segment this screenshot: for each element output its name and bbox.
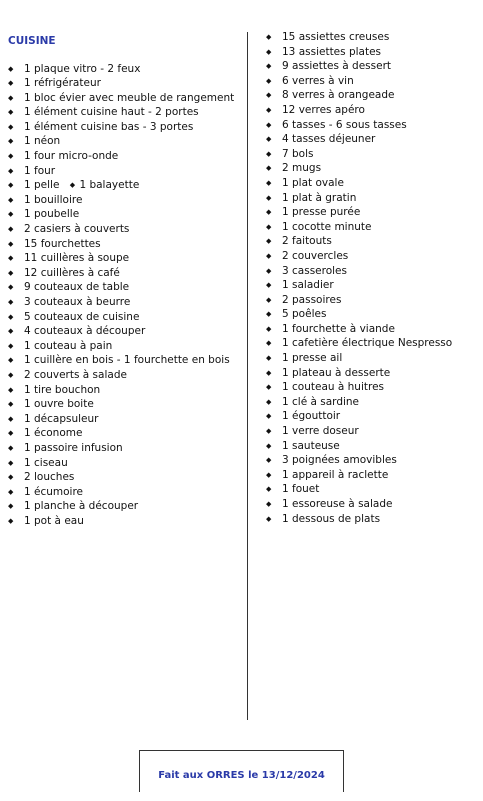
item-text: 2 mugs [282, 162, 322, 175]
bullet-icon: ◆ [8, 429, 14, 438]
item-text: 1 four [24, 164, 56, 177]
list-item [266, 205, 480, 220]
list-item [8, 237, 248, 252]
bullet-icon: ◆ [266, 456, 272, 465]
item-text: 1 sauteuse [282, 439, 340, 452]
list-item [266, 366, 480, 381]
bullet-icon: ◆ [266, 470, 272, 479]
list-item [266, 30, 480, 45]
list-item [8, 470, 248, 485]
list-item [266, 88, 480, 103]
item-text: 1 couteau à pain [24, 339, 113, 352]
list-item [266, 424, 480, 439]
list-item [8, 339, 248, 354]
item-text: 1 tire bouchon [24, 383, 101, 396]
item-text: 8 verres à orangeade [282, 89, 395, 102]
item-text: 4 couteaux à découper [24, 325, 146, 338]
item-text: 9 assiettes à dessert [282, 60, 392, 73]
bullet-icon: ◆ [8, 166, 14, 175]
item-text: 1 poubelle [24, 208, 80, 221]
item-text: 3 couteaux à beurre [24, 296, 131, 308]
bullet-icon: ◆ [266, 76, 272, 85]
bullet-icon: ◆ [8, 137, 14, 146]
bullet-icon: ◆ [266, 383, 272, 392]
item-text: 1 élément cuisine bas - 3 portes [24, 120, 194, 133]
item-text: 1 verre doseur [282, 425, 359, 438]
bullet-icon: ◆ [8, 93, 14, 102]
bullet-icon: ◆ [8, 254, 14, 263]
item-text: 1 plat à gratin [282, 191, 357, 204]
item-text: 5 couteaux de cuisine [24, 310, 140, 323]
bullet-icon: ◆ [266, 441, 272, 450]
list-item [8, 62, 248, 77]
bullet-icon: ◆ [266, 193, 272, 202]
item-text: 1 cocotte minute [282, 220, 372, 233]
list-item [8, 310, 248, 325]
list-item [8, 499, 248, 514]
bullet-icon: ◆ [266, 251, 272, 260]
bullet-icon: ◆ [266, 222, 272, 231]
item-text: 1 économe [24, 427, 83, 440]
bullet-icon: ◆ [69, 181, 76, 190]
bullet-icon: ◆ [8, 385, 14, 394]
list-item [8, 91, 248, 106]
item-text: 1 fourchette à viande [282, 322, 395, 335]
item-text: 15 fourchettes [24, 237, 101, 250]
list-item [266, 191, 480, 206]
item-text: 1 bouilloire [24, 193, 83, 206]
bullet-icon: ◆ [8, 312, 14, 321]
bullet-icon: ◆ [266, 368, 272, 377]
left-inventory-list [8, 62, 248, 529]
right-inventory-list [266, 30, 480, 526]
item-text: 1 bloc évier avec meuble de rangement [24, 91, 235, 104]
item-text: 1 four micro-onde [24, 150, 119, 163]
bullet-icon: ◆ [8, 108, 14, 117]
list-item [266, 468, 480, 483]
item-text: 3 casseroles [282, 264, 347, 277]
list-item [266, 439, 480, 454]
list-item [8, 324, 248, 339]
bullet-icon: ◆ [8, 370, 14, 379]
list-item [8, 353, 248, 368]
list-item [266, 74, 480, 89]
bullet-icon: ◆ [266, 47, 272, 56]
bullet-icon: ◆ [266, 135, 272, 144]
item-text: 3 poignées amovibles [282, 454, 397, 467]
item-text: 1 passoire infusion [24, 441, 123, 454]
item-text: 1 néon [24, 135, 61, 148]
list-item [266, 132, 480, 147]
list-item [8, 280, 248, 295]
list-item [8, 368, 248, 383]
list-item [266, 249, 480, 264]
item-text: 1 saladier [282, 279, 334, 292]
bullet-icon: ◆ [8, 516, 14, 525]
item-text: 6 tasses - 6 sous tasses [282, 118, 407, 131]
bullet-icon: ◆ [8, 181, 14, 190]
item-text: 1 essoreuse à salade [282, 498, 393, 510]
list-item [8, 251, 248, 266]
list-item [8, 426, 248, 441]
bullet-icon: ◆ [8, 122, 14, 131]
list-item [266, 278, 480, 293]
bullet-icon: ◆ [266, 91, 272, 100]
list-item [266, 482, 480, 497]
bullet-icon: ◆ [266, 310, 272, 319]
bullet-icon: ◆ [8, 502, 14, 511]
list-item [8, 149, 248, 164]
item-text: 1 dessous de plats [282, 512, 381, 525]
item-text: 1 plat ovale [282, 176, 344, 189]
list-item [8, 412, 248, 427]
item-text: 1 clé à sardine [282, 395, 360, 408]
list-item [266, 395, 480, 410]
bullet-icon: ◆ [8, 298, 14, 306]
item-text: 1 écumoire [24, 485, 84, 498]
list-item [266, 512, 480, 527]
bullet-icon: ◆ [266, 120, 272, 129]
item-text: 1 élément cuisine haut - 2 portes [24, 106, 199, 119]
bullet-icon: ◆ [266, 208, 272, 217]
bullet-icon: ◆ [266, 412, 272, 421]
bullet-icon: ◆ [266, 62, 272, 71]
bullet-icon: ◆ [8, 195, 14, 204]
signature-box [139, 750, 344, 792]
list-item [266, 147, 480, 162]
bullet-icon: ◆ [8, 152, 14, 161]
list-item [266, 336, 480, 351]
bullet-icon: ◆ [8, 268, 14, 277]
bullet-icon: ◆ [266, 354, 272, 363]
list-item [8, 105, 248, 120]
item-text: 2 casiers à couverts [24, 223, 130, 236]
bullet-icon: ◆ [8, 400, 14, 409]
list-item [266, 264, 480, 279]
list-item [266, 322, 480, 337]
item-text: 1 planche à découper [24, 500, 139, 513]
bullet-icon: ◆ [8, 239, 14, 248]
list-item [8, 456, 248, 471]
bullet-icon: ◆ [8, 283, 14, 292]
bullet-icon: ◆ [266, 164, 272, 173]
bullet-icon: ◆ [8, 327, 14, 336]
item-text: 1 décapsuleur [24, 412, 99, 425]
bullet-icon: ◆ [266, 324, 272, 333]
bullet-icon: ◆ [8, 356, 14, 365]
item-text: 1 plateau à desserte [282, 366, 391, 379]
bullet-icon: ◆ [8, 210, 14, 219]
bullet-icon: ◆ [266, 427, 272, 436]
list-item [266, 118, 480, 133]
bullet-icon: ◆ [266, 237, 272, 246]
bullet-icon: ◆ [266, 485, 272, 494]
section-title: CUISINE [8, 35, 56, 47]
list-item [8, 383, 248, 398]
list-item [8, 76, 248, 91]
bullet-icon: ◆ [266, 266, 272, 275]
bullet-icon: ◆ [266, 105, 272, 114]
list-item [8, 514, 248, 529]
item-text: 4 tasses déjeuner [282, 133, 376, 146]
item-text: 11 cuillères à soupe [24, 252, 130, 265]
list-item [266, 176, 480, 191]
bullet-icon: ◆ [8, 79, 14, 88]
item-text: 6 verres à vin [282, 74, 354, 87]
list-item [266, 161, 480, 176]
item-text: 2 faitouts [282, 235, 332, 248]
list-item [8, 120, 248, 135]
list-item [8, 222, 248, 237]
list-item [8, 164, 248, 179]
list-item [266, 293, 480, 308]
item-text: 7 bols [282, 147, 314, 160]
item-text: 2 passoires [282, 293, 342, 306]
bullet-icon: ◆ [8, 225, 14, 234]
item-text: 1 pelle [24, 179, 60, 192]
list-item [266, 45, 480, 60]
list-item [266, 351, 480, 366]
item-text: 2 couverts à salade [24, 368, 127, 381]
bullet-icon: ◆ [266, 281, 272, 290]
list-item [266, 234, 480, 249]
item-text: 5 poêles [282, 308, 327, 321]
item-text: 1 presse ail [282, 352, 343, 365]
footer-date-line: Fait aux ORRES le 13/12/2024 [158, 770, 325, 781]
item-text: 2 louches [24, 471, 75, 484]
list-item [8, 134, 248, 149]
bullet-icon: ◆ [266, 500, 272, 508]
item-text: 1 ouvre boite [24, 398, 94, 411]
item-text: 1 balayette [79, 179, 140, 192]
item-text: 1 appareil à raclette [282, 468, 389, 481]
bullet-icon: ◆ [266, 339, 272, 348]
list-item [8, 397, 248, 412]
bullet-icon: ◆ [8, 443, 14, 452]
list-item [8, 485, 248, 500]
list-item [8, 441, 248, 456]
list-item [8, 207, 248, 222]
item-text: 1 couteau à huitres [282, 381, 385, 394]
list-item [8, 295, 248, 310]
item-text: 12 cuillères à café [24, 266, 120, 279]
item-text: 1 fouet [282, 483, 320, 496]
bullet-icon: ◆ [8, 487, 14, 496]
list-item [266, 220, 480, 235]
bullet-icon: ◆ [8, 458, 14, 467]
bullet-icon: ◆ [266, 295, 272, 304]
list-item [266, 59, 480, 74]
item-text: 1 cafetière électrique Nespresso [282, 337, 453, 350]
bullet-icon: ◆ [8, 473, 14, 482]
item-text: 1 pot à eau [24, 514, 84, 527]
bullet-icon: ◆ [8, 414, 14, 423]
item-text: 1 ciseau [24, 456, 68, 469]
list-item [266, 409, 480, 424]
list-item [8, 193, 248, 208]
column-divider [247, 32, 248, 720]
bullet-icon: ◆ [8, 64, 14, 73]
item-text: 1 égouttoir [282, 410, 341, 423]
list-item [266, 380, 480, 395]
item-text: 9 couteaux de table [24, 281, 130, 294]
right-column [266, 30, 480, 526]
bullet-icon: ◆ [266, 33, 272, 41]
item-text: 1 plaque vitro - 2 feux [24, 62, 141, 75]
list-item [266, 103, 480, 118]
item-text: 2 couvercles [282, 249, 349, 262]
item-text: 1 réfrigérateur [24, 77, 101, 90]
bullet-icon: ◆ [8, 341, 14, 350]
item-text: 12 verres apéro [282, 103, 365, 116]
list-item [266, 497, 480, 512]
list-item [8, 178, 248, 193]
list-item [266, 453, 480, 468]
item-text: 13 assiettes plates [282, 45, 382, 58]
left-column [8, 30, 248, 529]
bullet-icon: ◆ [266, 397, 272, 406]
bullet-icon: ◆ [266, 149, 272, 158]
list-item [266, 307, 480, 322]
item-text: 15 assiettes creuses [282, 31, 390, 43]
item-text: 1 cuillère en bois - 1 fourchette en bois [24, 354, 230, 367]
item-text: 1 presse purée [282, 206, 361, 219]
list-item [8, 266, 248, 281]
bullet-icon: ◆ [266, 178, 272, 187]
bullet-icon: ◆ [266, 514, 272, 523]
